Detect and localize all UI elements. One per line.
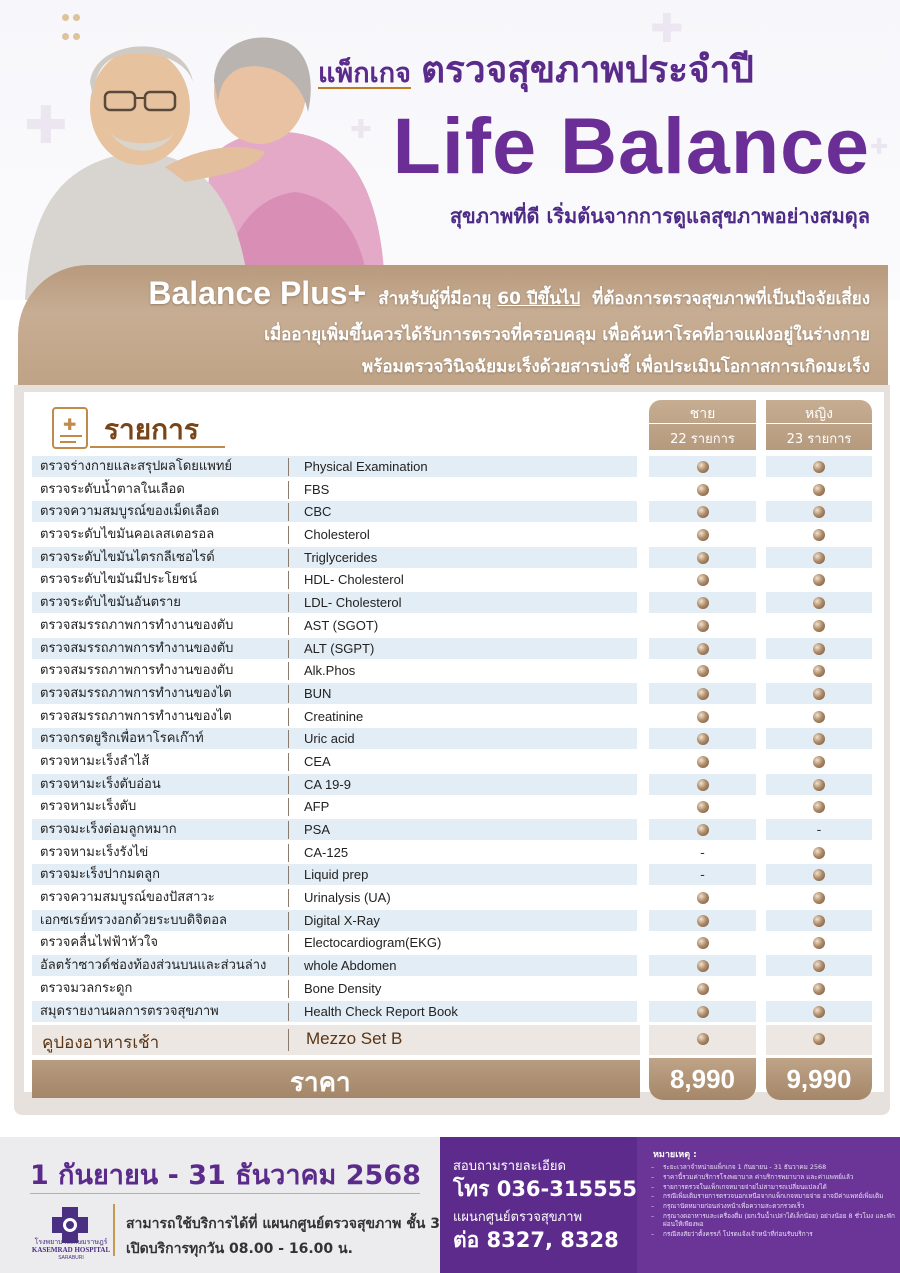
male-cell <box>649 683 756 704</box>
notes-list <box>651 1164 896 1240</box>
table-row <box>32 819 872 842</box>
table-row <box>32 910 872 933</box>
item-name-th: ตรวจความสมบูรณ์ของปัสสาวะ <box>40 890 215 906</box>
item-name-th: ตรวจคลื่นไฟฟ้าหัวใจ <box>40 935 158 951</box>
table-row <box>32 796 872 819</box>
female-cell <box>766 638 872 659</box>
price-label: ราคา <box>290 1068 351 1098</box>
package-word: แพ็กเกจ <box>318 58 411 89</box>
item-name-th: ตรวจสมรรถภาพการทำงานของไต <box>32 683 637 704</box>
check-dot-icon <box>813 711 825 723</box>
item-name-th: ตรวจสมรรถภาพการทำงานของตับ <box>32 638 637 659</box>
row-separator <box>288 617 289 635</box>
male-cell <box>649 501 756 522</box>
row-separator <box>288 481 289 499</box>
dept-label: แผนกศูนย์ตรวจสุขภาพ <box>453 1210 583 1225</box>
item-name-th: ตรวจระดับน้ำตาลในเลือด <box>40 481 185 497</box>
check-dot-icon <box>697 733 709 745</box>
female-cell <box>766 751 872 772</box>
male-label: ชาย <box>649 400 756 424</box>
price-male: 8,990 <box>649 1058 756 1100</box>
hospital-name-th: โรงพยาบาลเกษมราษฎร์ <box>34 1238 108 1246</box>
female-cell <box>766 547 872 568</box>
male-cell <box>649 728 756 749</box>
check-dot-icon <box>697 960 709 972</box>
checkup-items-table <box>32 456 872 1023</box>
notes-panel <box>637 1137 900 1273</box>
male-column-header <box>649 400 756 450</box>
check-dot-icon <box>697 643 709 655</box>
item-name-en: ALT (SGPT) <box>304 640 375 656</box>
female-cell <box>766 524 872 545</box>
table-row <box>32 615 872 638</box>
table-row <box>32 547 872 570</box>
item-name-th: ตรวจมะเร็งปากมดลูก <box>32 864 637 885</box>
male-cell <box>649 547 756 568</box>
check-dot-icon <box>813 779 825 791</box>
item-name-th: ตรวจสมรรถภาพการทำงานของไต <box>40 708 232 724</box>
program-name: Life Balance <box>392 101 870 190</box>
table-row <box>32 1001 872 1024</box>
male-cell <box>649 479 756 500</box>
check-dot-icon <box>697 665 709 677</box>
item-name-th: ตรวจสมรรถภาพการทำงานของตับ <box>40 663 234 679</box>
not-included-male: - <box>700 845 705 861</box>
package-heading <box>318 40 878 99</box>
male-cell <box>649 660 756 681</box>
male-cell <box>649 524 756 545</box>
service-location: สามารถใช้บริการได้ที่ แผนกศูนย์ตรวจสุขภาพ ชั้น 3 <box>126 1216 440 1232</box>
item-name-en: Alk.Phos <box>304 663 356 679</box>
row-separator <box>288 753 289 771</box>
check-dot-icon <box>813 552 825 564</box>
package-title: ตรวจสุขภาพประจำปี <box>420 48 754 91</box>
check-dot-icon <box>697 892 709 904</box>
coupon-th: คูปองอาหารเช้า <box>42 1033 160 1053</box>
row-separator <box>288 980 289 998</box>
price-female: 9,990 <box>766 1058 872 1100</box>
footer-divider <box>113 1204 115 1256</box>
item-name-th: ตรวจกรดยูริกเพื่อหาโรคเก๊าท์ <box>32 728 637 749</box>
male-count: 22 รายการ <box>670 432 735 447</box>
check-dot-icon <box>813 574 825 586</box>
male-cell <box>649 864 756 885</box>
row-separator <box>288 458 289 476</box>
row-separator <box>288 730 289 748</box>
not-included-male: - <box>700 868 705 884</box>
item-name-en: HDL- Cholesterol <box>304 572 404 588</box>
check-dot-icon <box>697 983 709 995</box>
male-cell <box>649 842 756 863</box>
item-name-th: ตรวจมวลกระดูก <box>40 980 133 996</box>
contact-phone: โทร 036-315555 <box>453 1177 637 1201</box>
check-dot-icon <box>697 824 709 836</box>
note-item: – ระยะเวลาจำหน่ายแพ็กเกจ 1 กันยายน - 31 ธันวาคม 2568 <box>651 1164 896 1172</box>
note-item: – รายการตรวจในแพ็กเกจหมายจ่ายไม่สามารถเปลี่ยนแปลงได้ <box>651 1184 896 1192</box>
item-name-en: LDL- Cholesterol <box>304 595 402 611</box>
check-dot-icon <box>813 620 825 632</box>
check-dot-icon <box>697 552 709 564</box>
plus-decoration-icon: ✚ <box>650 6 684 52</box>
female-cell <box>766 569 872 590</box>
item-name-en: BUN <box>304 685 332 701</box>
check-dot-icon <box>813 756 825 768</box>
male-cell <box>649 955 756 976</box>
female-column-header <box>766 400 872 450</box>
service-hours: เปิดบริการทุกวัน 08.00 - 16.00 น. <box>126 1241 353 1257</box>
check-dot-icon <box>813 665 825 677</box>
item-name-en: Liquid prep <box>304 867 369 883</box>
item-name-th: ตรวจหามะเร็งลำไส้ <box>40 753 150 769</box>
row-separator <box>288 662 289 680</box>
table-row <box>32 774 872 797</box>
breakfast-coupon-row <box>32 1025 872 1055</box>
item-name-en: AFP <box>304 799 330 815</box>
table-row <box>32 683 872 706</box>
risk-text: ที่ต้องการตรวจสุขภาพที่เป็นปัจจัยเสี่ยง <box>592 289 870 309</box>
check-dot-icon <box>697 597 709 609</box>
table-row <box>32 638 872 661</box>
check-dot-icon <box>813 983 825 995</box>
row-separator <box>288 708 289 726</box>
row-separator <box>288 821 289 839</box>
female-cell <box>766 910 872 931</box>
table-row <box>32 842 872 865</box>
item-name-en: Digital X-Ray <box>304 912 380 928</box>
row-separator <box>288 594 289 612</box>
check-dot-icon <box>697 1033 709 1045</box>
row-separator <box>288 549 289 567</box>
item-name-th: อัลตร้าซาวด์ช่องท้องส่วนบนและส่วนล่าง <box>32 955 637 976</box>
plus-decoration-icon: ✚ <box>870 135 889 160</box>
check-dot-icon <box>813 506 825 518</box>
check-dot-icon <box>697 484 709 496</box>
note-item: – กรุณานัดหมายก่อนล่วงหน้าเพื่อความสะดวกรวดเร็ว <box>651 1203 896 1211</box>
not-included-female: - <box>816 823 822 838</box>
check-dot-icon <box>697 1006 709 1018</box>
hospital-branch: SARABURI <box>58 1255 84 1261</box>
table-row <box>32 660 872 683</box>
item-name-th: เอกซเรย์ทรวงอกด้วยระบบดิจิตอล <box>32 910 637 931</box>
item-name-en: CA 19-9 <box>304 776 351 792</box>
table-row <box>32 524 872 547</box>
item-name-en: CEA <box>304 753 331 769</box>
table-row <box>32 751 872 774</box>
item-name-th: ตรวจร่างกายและสรุปผลโดยแพทย์ <box>32 456 637 477</box>
male-cell <box>649 751 756 772</box>
check-dot-icon <box>813 643 825 655</box>
check-dot-icon <box>697 915 709 927</box>
row-separator <box>288 1003 289 1021</box>
check-dot-icon <box>697 937 709 949</box>
item-name-th: ตรวจระดับไขมันมีประโยชน์ <box>40 572 197 588</box>
female-cell <box>766 864 872 885</box>
check-dot-icon <box>813 597 825 609</box>
table-row <box>32 706 872 729</box>
check-dot-icon <box>813 892 825 904</box>
balance-plus-name: Balance Plus+ <box>148 275 367 311</box>
check-dot-icon <box>697 801 709 813</box>
checklist-icon: ✚ <box>52 407 88 449</box>
row-separator <box>288 571 289 589</box>
female-cell <box>766 955 872 976</box>
tagline: สุขภาพที่ดี เริ่มต้นจากการดูแลสุขภาพอย่างสมดุล <box>449 204 870 228</box>
check-dot-icon <box>813 484 825 496</box>
row-separator <box>288 776 289 794</box>
check-dot-icon <box>813 915 825 927</box>
coupon-en: Mezzo Set B <box>306 1029 403 1048</box>
female-cell <box>766 978 872 999</box>
check-dot-icon <box>813 937 825 949</box>
check-dot-icon <box>813 1033 825 1045</box>
item-name-en: Uric acid <box>304 731 355 747</box>
notes-title: หมายเหตุ : <box>653 1150 697 1160</box>
balance-plus-line2: เมื่ออายุเพิ่มขึ้นควรได้รับการตรวจที่ครอบคลุม เพื่อค้นหาโรคที่อาจแฝงอยู่ในร่างกาย <box>264 325 870 345</box>
check-dot-icon <box>697 506 709 518</box>
check-dot-icon <box>813 733 825 745</box>
dept-extension: ต่อ 8327, 8328 <box>453 1228 619 1252</box>
balance-plus-line1 <box>148 275 870 312</box>
item-name-th: ตรวจหามะเร็งรังไข่ <box>40 844 149 860</box>
plus-decoration-icon: ✚ <box>24 96 68 156</box>
item-name-en: CBC <box>304 504 332 520</box>
item-name-th: ตรวจหามะเร็งตับอ่อน <box>32 774 637 795</box>
list-title-underline <box>90 446 225 448</box>
item-name-th: ตรวจระดับไขมันคอเลสเตอรอล <box>40 527 215 543</box>
check-dot-icon <box>697 620 709 632</box>
table-row <box>32 456 872 479</box>
check-dot-icon <box>813 688 825 700</box>
female-cell <box>766 842 872 863</box>
note-item: – กรุณางดอาหารและเครื่องดื่ม (ยกเว้นน้ำเปล่าได้เล็กน้อย) อย่างน้อย 8 ชั่วโมง และพักผ่อนให้เพียงพอ <box>651 1213 896 1229</box>
female-cell <box>766 660 872 681</box>
item-name-en: whole Abdomen <box>304 958 397 974</box>
table-row <box>32 887 872 910</box>
check-dot-icon <box>813 847 825 859</box>
item-name-th: สมุดรายงานผลการตรวจสุขภาพ <box>32 1001 637 1022</box>
balance-plus-line3: พร้อมตรวจวินิจฉัยมะเร็งด้วยสารบ่งชี้ เพื่อประเมินโอกาสการเกิดมะเร็ง <box>362 357 870 377</box>
item-name-th: ตรวจหามะเร็งตับ <box>40 799 137 815</box>
row-separator <box>288 798 289 816</box>
item-name-en: Health Check Report Book <box>304 1003 458 1019</box>
female-cell <box>766 887 872 908</box>
female-cell <box>766 706 872 727</box>
check-dot-icon <box>697 461 709 473</box>
check-dot-icon <box>813 801 825 813</box>
note-item: – กรณีเพิ่มเติมรายการตรวจนอกเหนือจากแพ็กเกจหมายจ่าย อาจมีค่าแพทย์เพิ่มเติม <box>651 1193 896 1201</box>
male-cell <box>649 910 756 931</box>
row-separator <box>288 844 289 862</box>
item-name-en: AST (SGOT) <box>304 617 379 633</box>
female-cell <box>766 819 872 840</box>
row-separator <box>288 934 289 952</box>
check-dot-icon <box>697 756 709 768</box>
check-dot-icon <box>697 529 709 541</box>
check-dot-icon <box>697 688 709 700</box>
item-name-en: Triglycerides <box>304 549 378 565</box>
check-dot-icon <box>697 574 709 586</box>
plus-decoration-icon: ✚ <box>350 115 372 145</box>
row-separator <box>288 685 289 703</box>
check-dot-icon <box>813 529 825 541</box>
age-prefix: สำหรับผู้ที่มีอายุ <box>378 289 492 309</box>
item-name-en: Creatinine <box>304 708 364 724</box>
item-name-en: Bone Density <box>304 980 382 996</box>
contact-panel <box>440 1137 637 1273</box>
male-cell <box>649 456 756 477</box>
table-row <box>32 955 872 978</box>
coupon-male-check <box>649 1028 756 1049</box>
female-cell <box>766 728 872 749</box>
check-dot-icon <box>813 869 825 881</box>
table-row <box>32 932 872 955</box>
female-cell <box>766 501 872 522</box>
row-separator <box>288 866 289 884</box>
female-count: 23 รายการ <box>786 432 852 447</box>
male-cell <box>649 978 756 999</box>
item-name-en: PSA <box>304 822 331 837</box>
row-separator <box>288 503 289 521</box>
list-title: รายการ <box>104 413 199 446</box>
male-cell <box>649 615 756 636</box>
table-row <box>32 479 872 502</box>
male-cell <box>649 638 756 659</box>
item-name-th: ตรวจมะเร็งต่อมลูกหมาก <box>32 819 637 840</box>
female-cell <box>766 592 872 613</box>
coupon-female-check <box>766 1028 872 1049</box>
male-cell <box>649 706 756 727</box>
hospital-name-en: KASEMRAD HOSPITAL <box>31 1246 111 1254</box>
table-row <box>32 569 872 592</box>
male-cell <box>649 774 756 795</box>
item-name-en: Electocardiogram(EKG) <box>304 935 442 951</box>
item-name-en: CA-125 <box>304 844 349 860</box>
female-cell <box>766 479 872 500</box>
promotion-date-range: 1 กันยายน - 31 ธันวาคม 2568 <box>30 1160 421 1191</box>
male-cell <box>649 819 756 840</box>
item-name-th: ตรวจความสมบูรณ์ของเม็ดเลือด <box>32 501 637 522</box>
item-name-en: Urinalysis (UA) <box>304 890 391 906</box>
female-cell <box>766 796 872 817</box>
male-cell <box>649 569 756 590</box>
date-divider <box>30 1193 420 1194</box>
male-cell <box>649 932 756 953</box>
row-separator <box>288 526 289 544</box>
table-row <box>32 978 872 1001</box>
check-dot-icon <box>813 461 825 473</box>
male-cell <box>649 1001 756 1022</box>
female-cell <box>766 1001 872 1022</box>
table-row <box>32 728 872 751</box>
table-row <box>32 501 872 524</box>
item-name-en: Cholesterol <box>304 527 370 543</box>
note-item: – ราคานี้รวมค่าบริการโรงพยาบาล ค่าบริการพยาบาล และค่าแพทย์แล้ว <box>651 1174 896 1182</box>
row-separator <box>288 912 289 930</box>
female-cell <box>766 615 872 636</box>
item-name-en: FBS <box>304 481 330 497</box>
female-cell <box>766 932 872 953</box>
female-cell <box>766 456 872 477</box>
table-row <box>32 864 872 887</box>
check-dot-icon <box>813 1006 825 1018</box>
table-row <box>32 592 872 615</box>
row-separator <box>288 889 289 907</box>
male-cell <box>649 796 756 817</box>
male-cell <box>649 887 756 908</box>
check-dot-icon <box>813 960 825 972</box>
contact-label: สอบถามรายละเอียด <box>453 1159 566 1174</box>
item-name-th: ตรวจสมรรถภาพการทำงานของตับ <box>40 617 234 633</box>
item-name-th: ตรวจระดับไขมันอันตราย <box>32 592 637 613</box>
note-item: – กรณีสงสัยว่าตั้งครรภ์ โปรดแจ้งเจ้าหน้าที่ก่อนรับบริการ <box>651 1231 896 1239</box>
female-label: หญิง <box>766 400 872 424</box>
age-underlined: 60 ปีขึ้นไป <box>497 289 581 309</box>
row-separator <box>288 957 289 975</box>
female-cell <box>766 683 872 704</box>
check-dot-icon <box>697 711 709 723</box>
row-separator <box>288 640 289 658</box>
check-dot-icon <box>697 779 709 791</box>
female-cell <box>766 774 872 795</box>
male-cell <box>649 592 756 613</box>
item-name-th: ตรวจระดับไขมันไตรกลีเซอไรด์ <box>32 547 637 568</box>
item-name-en: Physical Examination <box>304 459 428 474</box>
